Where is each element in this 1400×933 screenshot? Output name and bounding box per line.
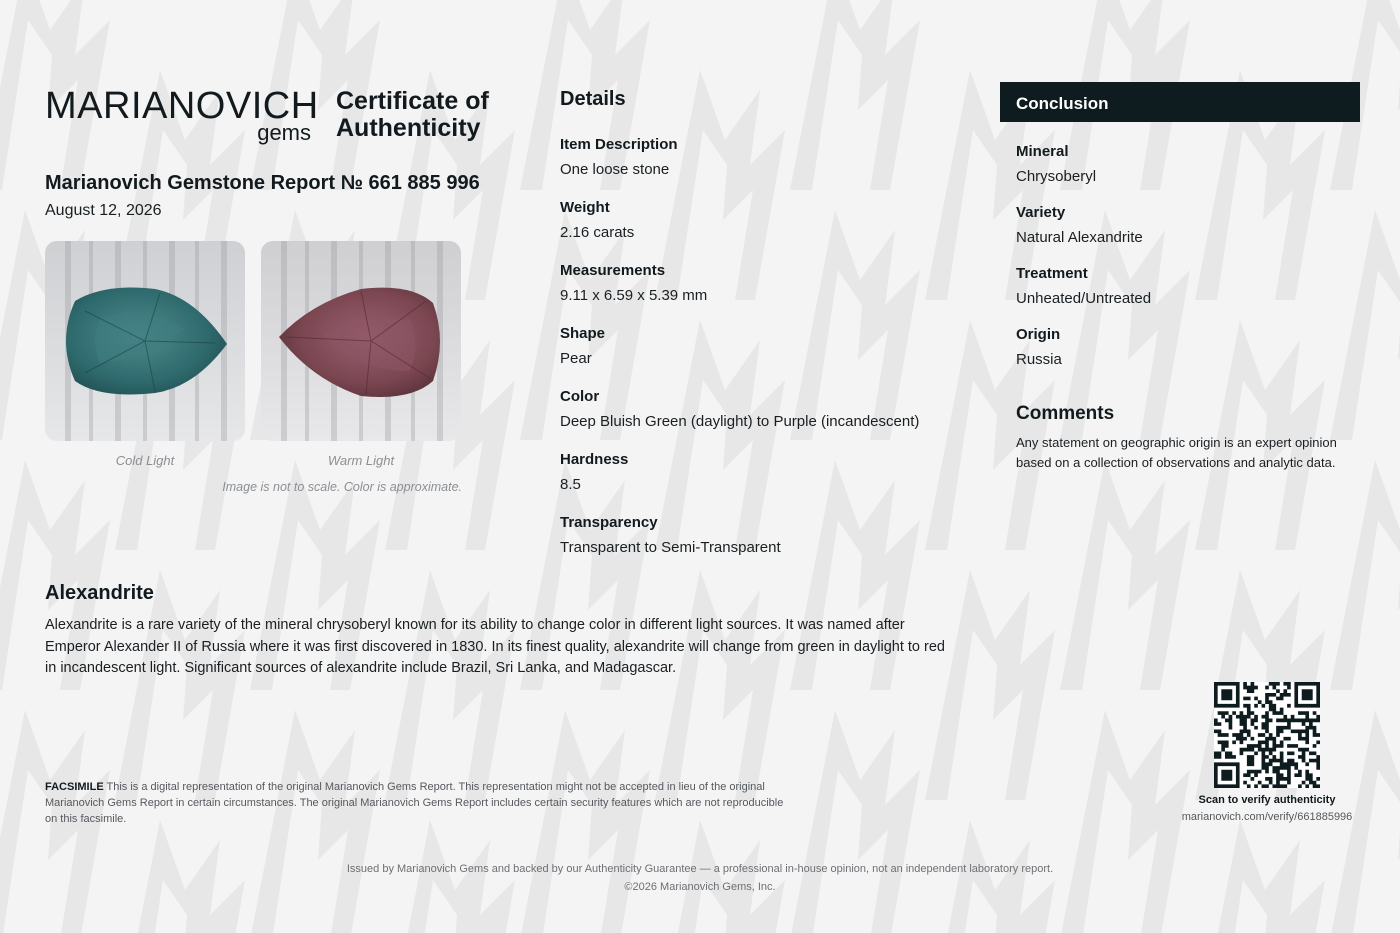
- certificate-title-line1: Certificate of: [336, 87, 489, 115]
- conclusion-label: Origin: [1016, 326, 1061, 343]
- verify-label: Scan to verify authenticity: [1198, 794, 1336, 806]
- detail-value: 8.5: [560, 476, 581, 493]
- detail-label: Item Description: [560, 136, 678, 153]
- detail-field: [560, 387, 960, 436]
- gem-image-cold-light: [45, 241, 245, 441]
- details-section: [560, 88, 960, 576]
- comments-text: Any statement on geographic origin is an expert opinion based on a collection of observations and analytic data.: [1016, 435, 1337, 470]
- conclusion-value: Chrysoberyl: [1016, 168, 1097, 185]
- conclusion-field: [1016, 264, 1360, 312]
- detail-label: Hardness: [560, 451, 629, 468]
- caption-cold-light: Cold Light: [115, 453, 175, 468]
- conclusion-field: [1016, 142, 1360, 190]
- description-text: Alexandrite is a rare variety of the mineral chrysoberyl known for its ability to change color in different light sources. It was named after Emperor Alexander II of Russia where it was first discovered in 1830. In its finest quality, alexandrite will change from green in daylight to red in incandescent light. Significant sources of alexandrite include Brazil, Sri Lanka, and Madagascar.: [45, 617, 945, 676]
- footer: [0, 860, 1400, 896]
- facsimile-notice: [45, 779, 790, 827]
- detail-field: [560, 261, 960, 310]
- detail-field: [560, 324, 960, 373]
- description-heading: Alexandrite: [45, 582, 154, 604]
- detail-value: 9.11 x 6.59 x 5.39 mm: [560, 287, 708, 304]
- report-date: August 12, 2026: [45, 202, 162, 219]
- conclusion-heading: Conclusion: [1000, 82, 1360, 122]
- comments-heading: Comments: [1016, 403, 1115, 424]
- conclusion-label: Mineral: [1016, 143, 1069, 160]
- detail-value: Pear: [560, 350, 592, 367]
- detail-label: Shape: [560, 325, 606, 342]
- detail-label: Transparency: [560, 514, 658, 531]
- conclusion-section: [1000, 82, 1360, 473]
- brand-subtitle: gems: [257, 120, 311, 145]
- detail-field: [560, 513, 960, 562]
- verify-url-link[interactable]: marianovich.com/verify/661885996: [1181, 811, 1353, 823]
- report-title: Marianovich Gemstone Report № 661 885 996: [45, 172, 480, 194]
- certificate-title-line2: Authenticity: [336, 114, 481, 142]
- brand-wordmark: MARIANOVICH: [45, 85, 319, 127]
- conclusion-value: Russia: [1016, 351, 1062, 368]
- image-disclaimer: Image is not to scale. Color is approximate.: [222, 480, 462, 494]
- detail-value: Transparent to Semi-Transparent: [560, 539, 781, 556]
- conclusion-label: Variety: [1016, 204, 1066, 221]
- detail-field: [560, 198, 960, 247]
- footer-guarantee-text: Issued by Marianovich Gems and backed by our Authenticity Guarantee — a professional in-house opinion, not an independent laboratory report.: [346, 863, 1054, 875]
- conclusion-field: [1016, 203, 1360, 251]
- certificate-title: [336, 88, 526, 142]
- conclusion-value: Unheated/Untreated: [1016, 290, 1152, 307]
- detail-value: One loose stone: [560, 161, 670, 178]
- details-heading: Details: [560, 88, 626, 110]
- facsimile-text: This is a digital representation of the original Marianovich Gems Report. This representation might not be accepted in lieu of the original Marianovich Gems Report in certain circumstances. The original Marianovich Gems Report includes certain security features which are not reproducible on this facsimile.: [45, 781, 784, 825]
- detail-field: [560, 450, 960, 499]
- gem-image-warm-light: [261, 241, 461, 441]
- detail-value: Deep Bluish Green (daylight) to Purple (incandescent): [560, 413, 920, 430]
- conclusion-value: Natural Alexandrite: [1016, 229, 1143, 246]
- caption-warm-light: Warm Light: [327, 453, 395, 468]
- detail-field: [560, 135, 960, 184]
- conclusion-field: [1016, 325, 1360, 373]
- facsimile-label: FACSIMILE: [45, 781, 104, 793]
- detail-label: Color: [560, 388, 600, 405]
- qr-code-icon[interactable]: [1214, 682, 1320, 788]
- brand-logo: [45, 80, 317, 150]
- detail-value: 2.16 carats: [560, 224, 635, 241]
- conclusion-label: Treatment: [1016, 265, 1088, 282]
- footer-copyright: ©2026 Marianovich Gems, Inc.: [624, 881, 776, 893]
- detail-label: Weight: [560, 199, 610, 216]
- detail-label: Measurements: [560, 262, 666, 279]
